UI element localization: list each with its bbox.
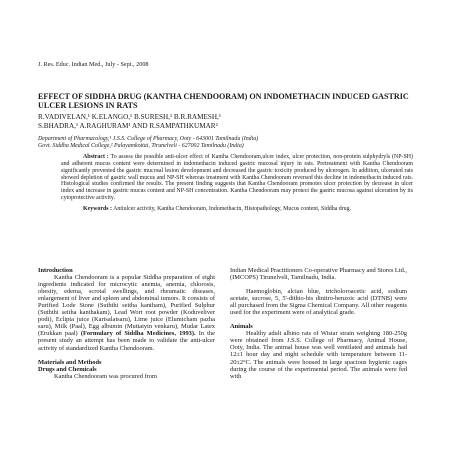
methods-paragraph: Kantha Chendooram was procured from — [54, 372, 157, 380]
running-header: J. Res. Educ. Indian Med., July - Sept., 2008 — [38, 61, 149, 68]
introduction-paragraph — [38, 274, 215, 352]
affiliation-line-1: Department of Pharmacology,¹ J.S.S. College of Pharmacy, Ooty - 643001 Tamilnadu (India) — [38, 136, 259, 142]
introduction-text-1: Kantha Chendooram is a popular Siddha preparation of eight ingredients indicated for microcytic anemia, anemia, chlorosis, obesity, edema, scrotal swellings, and rheumatic diseases, enlargement of liver and spleen and abdominal tumors. It consists of Purified Lode Stone (Suththi seitha kantham), Purified Sulphur (Suththi seitha kanthakam), Lead Wort root powder (Koduveliver podi), Eclipta juice (Karisalaisaru), Lime juice (Elumicham pazha saru), Milk (Paal), Egg albumin (Muttaiyin venkaru), Mudar Latex (Erukkan paal) — [38, 274, 215, 338]
introduction-heading: Introduction — [38, 267, 73, 274]
abstract-block — [61, 154, 413, 213]
supplier-paragraph: Indian Medical Practitioners Co-operative Pharmacy and Stores Ltd., (IMCOPS) Tirunelveli, Tamilnadu, India. — [230, 267, 407, 282]
author-line-1: R.VADIVELAN,¹ K.ELANGO,¹ B.SURESH,¹ B.R.RAMESH,¹ — [38, 113, 221, 121]
introduction-text-2: In the present study an attempt has been made to validate the anti-ulcer activity of standardized Kantha Chendooram. — [38, 330, 215, 352]
author-list — [38, 113, 418, 130]
affiliation-line-2: Govt. Siddha Medical College,² Palayamkottai, Tirunelveli - 627002 Tamilnadu (India) — [38, 143, 244, 150]
abstract-label: Abstract : — [83, 154, 109, 160]
right-column — [230, 267, 407, 380]
author-line-2: S.BHADRA,¹ A.RAGHURAM¹ AND R.SAMPATHKUMAR² — [38, 121, 218, 130]
reagents-paragraph: Haemoglobin, alcian blue, tricholoroacetic acid, sodium acetate, sucrose, 5, 5'-dithio-bis dinitro-benzoic acid (DTNB) were all purchased from the Sigma Chemical Company. All other reagents used for the experiment were of analytical grade. — [230, 288, 407, 317]
abstract-text: To assess the possible anti-ulcer effect of Kantha Chendooram,ulcer index, ulcer protection, non-protein sulphydryls (NP-SH) and adherent mucus content were determined in indomethacin induced gastric mucosal injury in rats. Pretreatment with Kantha Chendooram significantly prevented the gastric mucosal lesion development and decreased the gastric toxicity produced by ulcerogen. In addition, ulcerated rats showed depletion of gastric wall mucus and NP-SH whereas treatment with Kantha Chendooram reversed this decline in indomethacin induced rats. Histological studies confirmed the results. The present finding suggests that Kantha Chendooram promotes ulcer protection by decrease in ulcer index and increase in gastric mucus content and NP-SH concentration. Kantha Chendooram may protect the gastric mucosa against ulceration by its cytoprotective activity. — [61, 154, 413, 202]
keywords-text: Antiulcer activity, Kantha Chendooram, Indomethacin, Histopathology, Mucus content, Siddha drug. — [113, 205, 352, 212]
abstract-paragraph — [61, 154, 413, 202]
keywords-paragraph — [61, 206, 413, 213]
drugs-chemicals-heading: Drugs and Chemicals — [38, 365, 97, 373]
animals-paragraph: Healthy adult albino rats of Wistar strain weighing 180-250g were obtained from J.S.S. College of Pharmacy, Animal House, Ooty, India. The animal house was well ventilated and animals had 12±1 hour day and night schedule with temperature between 11-20±2°C. The animals were housed in large spacious hygienic cages during the course of the experimental period. The animals were fed with — [230, 330, 407, 380]
methods-heading: Materials and Methods — [38, 358, 102, 366]
affiliations — [38, 136, 418, 151]
keywords-label: Keywords : — [83, 205, 112, 212]
animals-heading: Animals — [230, 323, 253, 331]
introduction-citation: (Formulary of Siddha Medicines, 1993). — [80, 330, 196, 338]
article-title: EFFECT OF SIDDHA DRUG (KANTHA CHENDOORAM) ON INDOMETHACIN INDUCED GASTRIC ULCER LESIONS IN RATS — [38, 92, 409, 111]
left-column — [38, 267, 215, 380]
